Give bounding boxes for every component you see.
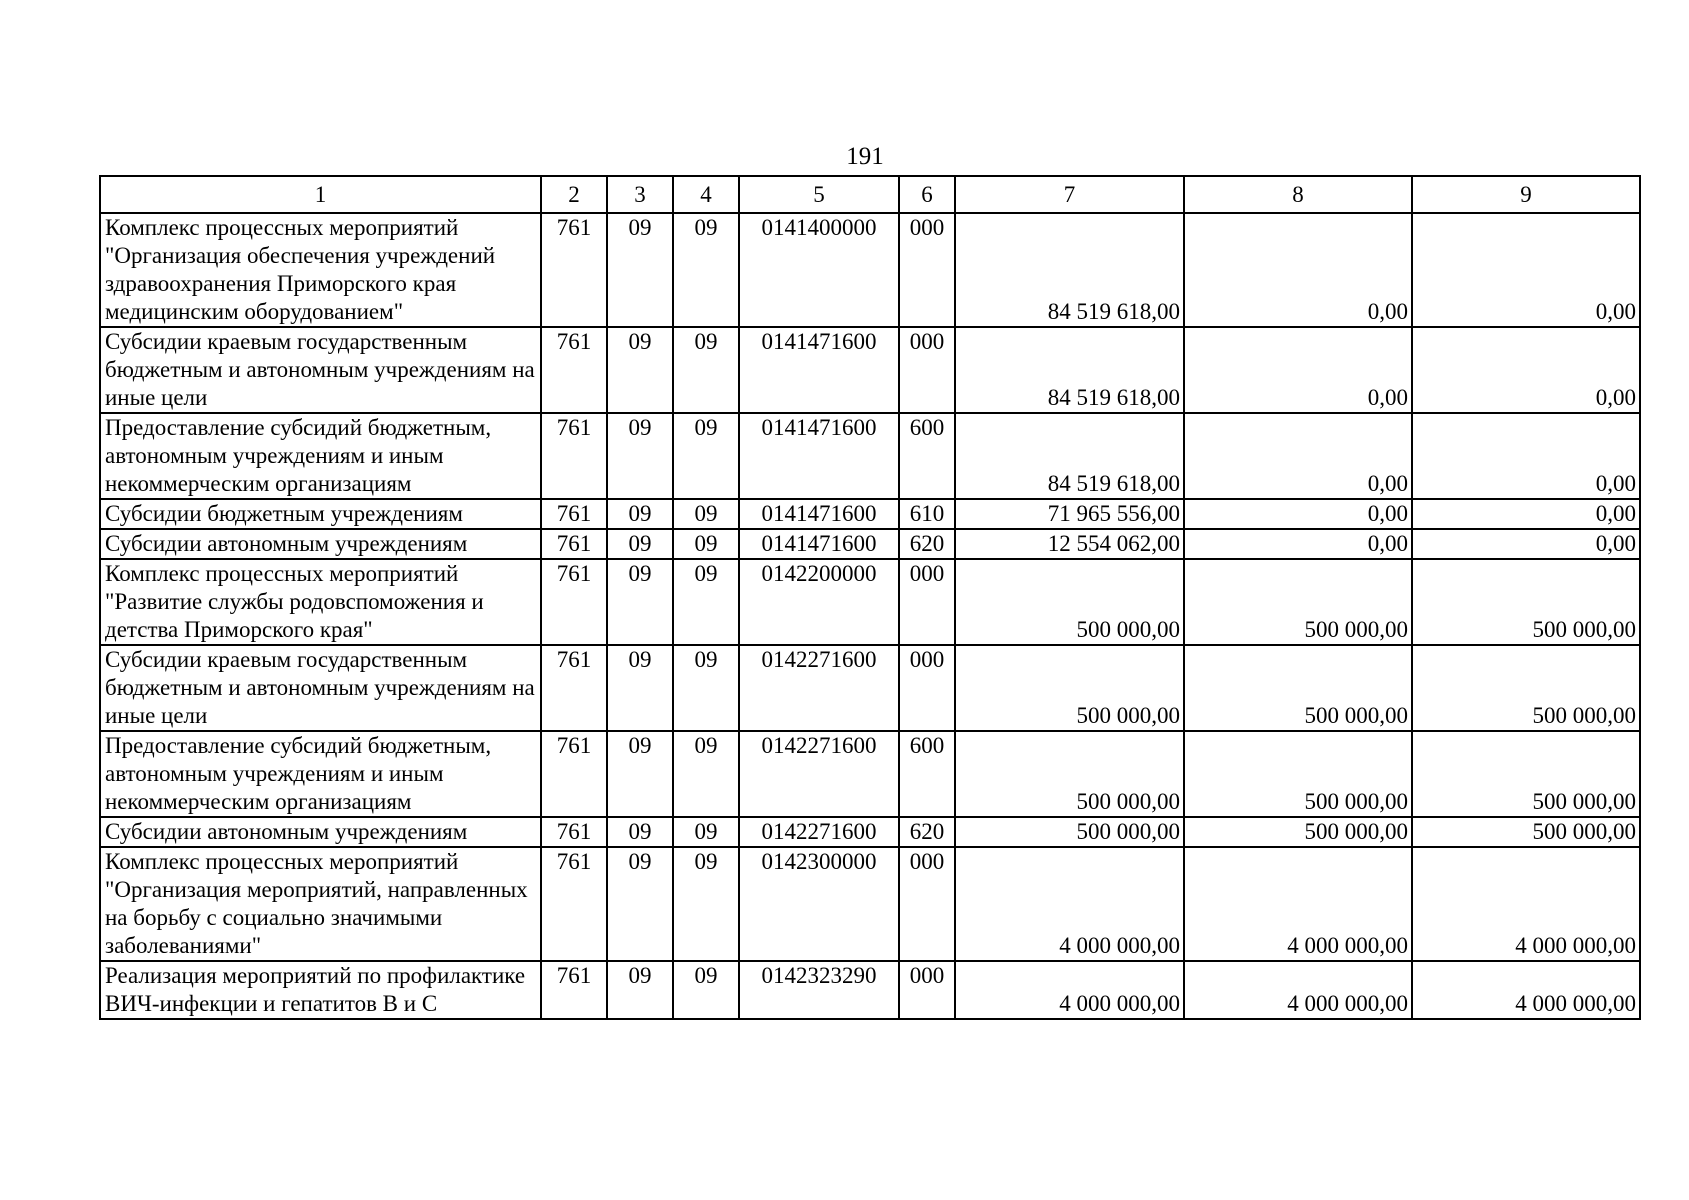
cell-amount-col-9: 0,00 [1412, 499, 1640, 529]
table-row [100, 559, 1640, 645]
cell-amount-col-8: 500 000,00 [1184, 645, 1412, 731]
row-name: Комплекс процессных мероприятий "Организация мероприятий, направленных на борьбу с социально значимыми заболеваниями" [100, 847, 541, 961]
cell-col-3: 09 [607, 731, 673, 817]
cell-col-6: 610 [899, 499, 955, 529]
cell-col-2: 761 [541, 961, 607, 1019]
cell-amount-col-9: 0,00 [1412, 327, 1640, 413]
cell-amount-col-7: 71 965 556,00 [955, 499, 1184, 529]
cell-col-3: 09 [607, 961, 673, 1019]
column-header: 8 [1184, 176, 1412, 213]
cell-col-4: 09 [673, 847, 739, 961]
cell-col-2: 761 [541, 499, 607, 529]
cell-col-2: 761 [541, 847, 607, 961]
cell-col-6: 000 [899, 645, 955, 731]
cell-amount-col-9: 4 000 000,00 [1412, 961, 1640, 1019]
cell-col-3: 09 [607, 645, 673, 731]
cell-col-2: 761 [541, 327, 607, 413]
row-name: Субсидии бюджетным учреждениям [100, 499, 541, 529]
cell-col-5: 0142323290 [739, 961, 899, 1019]
cell-col-6: 600 [899, 731, 955, 817]
cell-amount-col-8: 500 000,00 [1184, 731, 1412, 817]
column-header: 3 [607, 176, 673, 213]
cell-col-5: 0142200000 [739, 559, 899, 645]
cell-col-4: 09 [673, 731, 739, 817]
row-name: Комплекс процессных мероприятий "Организация обеспечения учреждений здравоохранения Приморского края медицинским оборудованием" [100, 213, 541, 327]
cell-col-5: 0141471600 [739, 413, 899, 499]
cell-col-3: 09 [607, 559, 673, 645]
table-row [100, 327, 1640, 413]
cell-col-6: 000 [899, 961, 955, 1019]
cell-amount-col-9: 0,00 [1412, 413, 1640, 499]
cell-col-3: 09 [607, 817, 673, 847]
row-name: Комплекс процессных мероприятий "Развитие службы родовспоможения и детства Приморского края" [100, 559, 541, 645]
budget-table [99, 175, 1641, 1020]
cell-amount-col-8: 0,00 [1184, 327, 1412, 413]
row-name: Предоставление субсидий бюджетным, автономным учреждениям и иным некоммерческим организациям [100, 731, 541, 817]
cell-amount-col-9: 0,00 [1412, 529, 1640, 559]
cell-col-3: 09 [607, 847, 673, 961]
table-header-row [100, 176, 1640, 213]
table-row [100, 847, 1640, 961]
row-name: Субсидии автономным учреждениям [100, 529, 541, 559]
table-row [100, 731, 1640, 817]
table-row [100, 499, 1640, 529]
table-row [100, 817, 1640, 847]
table-row [100, 413, 1640, 499]
cell-amount-col-7: 500 000,00 [955, 645, 1184, 731]
column-header: 1 [100, 176, 541, 213]
cell-amount-col-7: 500 000,00 [955, 731, 1184, 817]
cell-amount-col-9: 500 000,00 [1412, 817, 1640, 847]
cell-col-5: 0141471600 [739, 499, 899, 529]
cell-amount-col-7: 4 000 000,00 [955, 847, 1184, 961]
cell-col-2: 761 [541, 213, 607, 327]
cell-amount-col-7: 4 000 000,00 [955, 961, 1184, 1019]
cell-col-2: 761 [541, 413, 607, 499]
table-row [100, 961, 1640, 1019]
cell-amount-col-8: 0,00 [1184, 529, 1412, 559]
row-name: Субсидии автономным учреждениям [100, 817, 541, 847]
cell-amount-col-7: 84 519 618,00 [955, 327, 1184, 413]
cell-col-4: 09 [673, 529, 739, 559]
row-name: Реализация мероприятий по профилактике ВИЧ-инфекции и гепатитов В и С [100, 961, 541, 1019]
cell-col-5: 0141471600 [739, 529, 899, 559]
cell-col-6: 620 [899, 817, 955, 847]
cell-col-4: 09 [673, 213, 739, 327]
cell-col-6: 000 [899, 327, 955, 413]
page-number: 191 [846, 143, 884, 170]
cell-col-4: 09 [673, 817, 739, 847]
table-row [100, 645, 1640, 731]
cell-col-4: 09 [673, 499, 739, 529]
cell-col-3: 09 [607, 413, 673, 499]
column-header: 4 [673, 176, 739, 213]
cell-amount-col-8: 4 000 000,00 [1184, 847, 1412, 961]
cell-col-4: 09 [673, 413, 739, 499]
cell-col-5: 0142271600 [739, 645, 899, 731]
cell-amount-col-9: 0,00 [1412, 213, 1640, 327]
cell-col-2: 761 [541, 817, 607, 847]
cell-col-2: 761 [541, 645, 607, 731]
cell-col-5: 0142271600 [739, 731, 899, 817]
cell-amount-col-7: 84 519 618,00 [955, 413, 1184, 499]
table-row [100, 529, 1640, 559]
column-header: 6 [899, 176, 955, 213]
cell-col-4: 09 [673, 559, 739, 645]
cell-amount-col-9: 500 000,00 [1412, 559, 1640, 645]
cell-col-6: 000 [899, 213, 955, 327]
cell-col-3: 09 [607, 499, 673, 529]
cell-amount-col-7: 12 554 062,00 [955, 529, 1184, 559]
cell-col-4: 09 [673, 327, 739, 413]
row-name: Субсидии краевым государственным бюджетным и автономным учреждениям на иные цели [100, 327, 541, 413]
cell-amount-col-9: 500 000,00 [1412, 731, 1640, 817]
cell-amount-col-9: 500 000,00 [1412, 645, 1640, 731]
cell-col-2: 761 [541, 559, 607, 645]
column-header: 2 [541, 176, 607, 213]
cell-col-4: 09 [673, 645, 739, 731]
cell-col-5: 0141400000 [739, 213, 899, 327]
table-row [100, 213, 1640, 327]
cell-col-3: 09 [607, 213, 673, 327]
cell-amount-col-7: 500 000,00 [955, 817, 1184, 847]
cell-col-6: 600 [899, 413, 955, 499]
cell-col-6: 000 [899, 847, 955, 961]
cell-amount-col-7: 500 000,00 [955, 559, 1184, 645]
cell-col-5: 0142271600 [739, 817, 899, 847]
row-name: Предоставление субсидий бюджетным, автономным учреждениям и иным некоммерческим организациям [100, 413, 541, 499]
cell-col-2: 761 [541, 731, 607, 817]
cell-col-6: 620 [899, 529, 955, 559]
cell-col-3: 09 [607, 529, 673, 559]
column-header: 5 [739, 176, 899, 213]
cell-col-5: 0141471600 [739, 327, 899, 413]
cell-amount-col-8: 500 000,00 [1184, 817, 1412, 847]
cell-col-6: 000 [899, 559, 955, 645]
cell-amount-col-9: 4 000 000,00 [1412, 847, 1640, 961]
cell-amount-col-8: 4 000 000,00 [1184, 961, 1412, 1019]
cell-amount-col-8: 0,00 [1184, 213, 1412, 327]
cell-col-4: 09 [673, 961, 739, 1019]
row-name: Субсидии краевым государственным бюджетным и автономным учреждениям на иные цели [100, 645, 541, 731]
column-header: 7 [955, 176, 1184, 213]
cell-amount-col-8: 500 000,00 [1184, 559, 1412, 645]
cell-col-2: 761 [541, 529, 607, 559]
cell-amount-col-7: 84 519 618,00 [955, 213, 1184, 327]
cell-amount-col-8: 0,00 [1184, 499, 1412, 529]
cell-col-5: 0142300000 [739, 847, 899, 961]
cell-col-3: 09 [607, 327, 673, 413]
column-header: 9 [1412, 176, 1640, 213]
cell-amount-col-8: 0,00 [1184, 413, 1412, 499]
